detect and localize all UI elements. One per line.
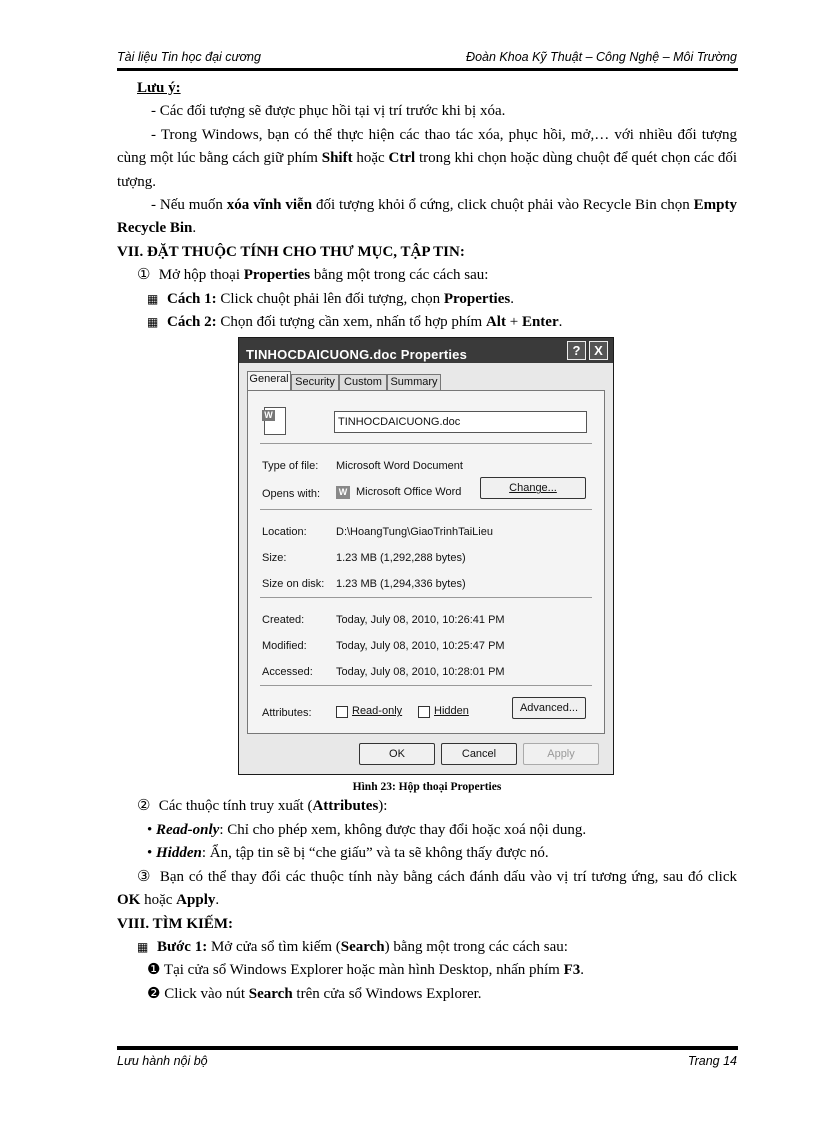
ok-button[interactable]: OK (359, 743, 435, 765)
size-on-disk-value: 1.23 MB (1,294,336 bytes) (336, 578, 466, 591)
readonly-checkbox[interactable]: Read-only (336, 700, 402, 723)
section7-way1: ▦ Cách 1: Click chuột phải lên đối tượng, chọn Properties. (117, 288, 737, 311)
section7-step3: ③ Bạn có thể thay đổi các thuộc tính này bằng cách đánh dấu vào vị trí tương ứng, sau đó click OK hoặc Apply. (117, 868, 737, 909)
book-icon: ▦ (147, 315, 159, 330)
modified-label: Modified: (262, 640, 307, 653)
type-value: Microsoft Word Document (336, 460, 463, 473)
dialog-title: TINHOCDAICUONG.doc Properties (246, 347, 468, 363)
attributes-label: Attributes: (262, 707, 312, 720)
header-rule (117, 68, 738, 71)
accessed-label: Accessed: (262, 666, 313, 679)
section7-step2: ② Các thuộc tính truy xuất (Attributes): (137, 798, 388, 815)
divider (260, 597, 592, 598)
type-label: Type of file: (262, 460, 319, 473)
section8-title: VIII. TÌM KIẾM: (117, 915, 233, 932)
properties-dialog (238, 337, 614, 775)
hidden-checkbox[interactable]: Hidden (418, 700, 469, 723)
tab-summary[interactable]: Summary (387, 374, 441, 390)
header-right: Đoàn Khoa Kỹ Thuật – Công Nghệ – Môi Trường (466, 50, 737, 64)
attr-readonly: • Read-only: Chỉ cho phép xem, không được thay đổi hoặc xoá nội dung. (147, 821, 587, 838)
divider (260, 443, 592, 444)
readonly-check-box[interactable] (336, 706, 348, 718)
figure-caption: Hình 23: Hộp thoại Properties (352, 781, 502, 794)
created-value: Today, July 08, 2010, 10:26:41 PM (336, 614, 505, 627)
figure-properties-dialog (117, 337, 737, 779)
note-heading: Lưu ý: (137, 80, 181, 96)
accessed-value: Today, July 08, 2010, 10:28:01 PM (336, 666, 505, 679)
created-label: Created: (262, 614, 305, 627)
page-content (117, 77, 737, 1006)
section8-item2: ❷ Click vào nút Search trên cửa sổ Windows Explorer. (147, 985, 482, 1002)
location-label: Location: (262, 526, 307, 539)
change-button[interactable]: Change... (480, 477, 586, 499)
apply-button[interactable]: Apply (523, 743, 599, 765)
size-label: Size: (262, 552, 287, 565)
tab-general[interactable]: General (247, 371, 291, 391)
dialog-titlebar (239, 338, 613, 363)
page-footer (117, 1054, 737, 1072)
section7-way2: ▦ Cách 2: Chọn đối tượng cần xem, nhấn tổ hợp phím Alt + Enter. (117, 311, 737, 334)
section7-step1: ① Mở hộp thoại Properties bằng một trong các cách sau: (137, 267, 489, 284)
general-panel (247, 390, 605, 734)
advanced-button[interactable]: Advanced... (512, 697, 586, 719)
size-on-disk-label: Size on disk: (262, 578, 325, 591)
divider (260, 685, 592, 686)
cancel-button[interactable]: Cancel (441, 743, 517, 765)
hidden-check-box[interactable] (418, 706, 430, 718)
location-value: D:\HoangTung\GiaoTrinhTaiLieu (336, 526, 493, 539)
close-button[interactable]: X (589, 341, 608, 360)
opens-label: Opens with: (262, 488, 321, 501)
page-header (117, 50, 737, 68)
tab-security[interactable]: Security (291, 374, 339, 390)
header-left: Tài liệu Tin học đại cương (117, 50, 261, 64)
note-p2: - Trong Windows, bạn có thể thực hiện các thao tác xóa, phục hồi, mở,… với nhiều đối tượng cùng một lúc bằng cách giữ phím Shift hoặc Ctrl trong khi chọn hoặc dùng chuột để quét chọn các đối tượng. (117, 126, 737, 190)
note-p1: - Các đối tượng sẽ được phục hồi tại vị trí trước khi bị xóa. (151, 103, 506, 120)
section8-item1: ❶ Tại cửa sổ Windows Explorer hoặc màn hình Desktop, nhấn phím F3. (147, 962, 585, 979)
book-icon: ▦ (147, 291, 159, 306)
note-p3: - Nếu muốn xóa vĩnh viễn đối tượng khỏi ổ cứng, click chuột phải vào Recycle Bin chọn Empty Recycle Bin. (117, 197, 737, 237)
filename-input[interactable]: TINHOCDAICUONG.doc (334, 411, 587, 433)
word-app-icon: W (336, 486, 350, 499)
help-button[interactable]: ? (567, 341, 586, 360)
word-document-icon: W (264, 407, 286, 435)
tab-custom[interactable]: Custom (339, 374, 387, 390)
page-number: Trang 14 (687, 1054, 737, 1068)
section8-step1: ▦ Bước 1: Mở cửa sổ tìm kiếm (Search) bằng một trong các cách sau: (117, 936, 737, 959)
attr-hidden: • Hidden: Ẩn, tập tin sẽ bị “che giấu” và ta sẽ không thấy được nó. (147, 845, 549, 862)
footer-left: Lưu hành nội bộ (117, 1054, 208, 1068)
section7-title: VII. ĐẶT THUỘC TÍNH CHO THƯ MỤC, TẬP TIN: (117, 243, 465, 260)
size-value: 1.23 MB (1,292,288 bytes) (336, 552, 466, 565)
footer-rule (117, 1046, 738, 1050)
modified-value: Today, July 08, 2010, 10:25:47 PM (336, 640, 505, 653)
divider (260, 509, 592, 510)
opens-value: W Microsoft Office Word (336, 481, 461, 504)
book-icon: ▦ (137, 939, 149, 954)
